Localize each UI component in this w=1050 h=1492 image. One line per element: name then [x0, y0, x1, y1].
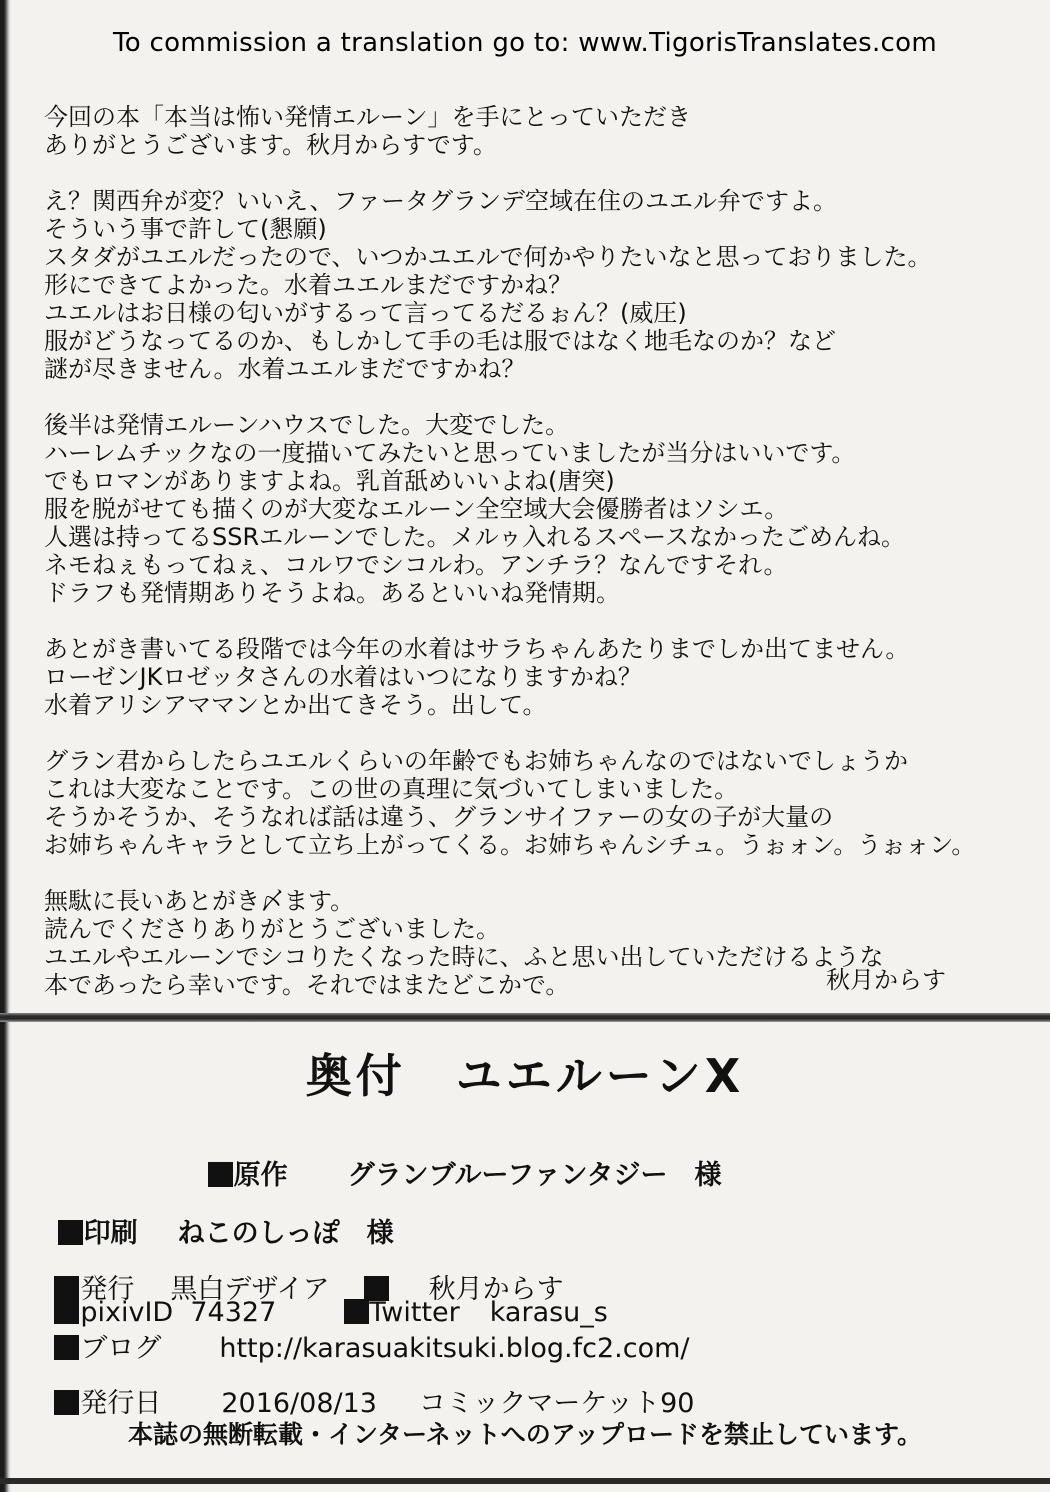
twitter-label: Twitter [369, 1297, 460, 1328]
afterword-line: ありがとうございます。秋月からすです。 [44, 131, 497, 159]
publisher-value: 黒白デザイア [170, 1274, 330, 1305]
bottom-rule [0, 1478, 1050, 1484]
afterword-paragraph [44, 635, 1044, 719]
bullet-square-icon [54, 1390, 79, 1415]
afterword-line: これは大変なことです。この世の真理に気づいてしまいました。 [44, 775, 739, 803]
afterword-line: ハーレムチックなの一度描いてみたいと思っていましたが当分はいいです。 [44, 439, 856, 467]
original-label: 原作 [233, 1160, 288, 1191]
afterword-line: そうかそうか、そうなれば話は違う、グランサイファーの女の子が大量の [44, 803, 834, 831]
author-name: 秋月からす [428, 1274, 564, 1305]
afterword-line: 後半は発情エルーンハウスでした。大変でした。 [44, 411, 570, 439]
afterword-paragraph [44, 187, 1044, 383]
afterword-line: え？関西弁が変？いいえ、ファータグランデ空域在住のユエル弁ですよ。 [44, 187, 837, 215]
afterword-line: 読んでくださりありがとうございました。 [44, 915, 500, 943]
afterword-line: グラン君からしたらユエルくらいの年齢でもお姉ちゃんなのではないでしょうか [44, 747, 908, 775]
original-value: グランブルーファンタジー 様 [347, 1160, 722, 1191]
blog-label: ブログ [80, 1333, 162, 1364]
afterword-line: そういう事で許して(懇願) [44, 215, 327, 243]
afterword-text [44, 103, 1044, 1027]
publish-date: 2016/08/13 [221, 1388, 377, 1419]
afterword-line: 無駄に長いあとがき〆ます。 [44, 887, 355, 915]
afterword-line: でもロマンがありますよね。乳首舐めいいよね(唐突) [44, 467, 615, 495]
commission-notice: To commission a translation go to: www.TigorisTranslates.com [113, 28, 937, 58]
event-name: コミックマーケット90 [418, 1388, 695, 1419]
afterword-line: 服を脱がせても描くのが大変なエルーン全空域大会優勝者はソシエ。 [44, 495, 789, 523]
afterword-line: 水着アリシアママンとか出てきそう。出して。 [44, 691, 547, 719]
afterword-line: 謎が尽きません。水着ユエルまだですかね？ [44, 355, 526, 383]
afterword-signature: 秋月からす [826, 966, 946, 994]
printing-value: ねこのしっぽ 様 [177, 1218, 394, 1249]
page-edge-rule [0, 0, 11, 1492]
afterword-line: 人選は持ってるSSRエルーンでした。メルゥ入れるスペースなかったごめんね。 [44, 523, 905, 551]
afterword-paragraph [44, 411, 1044, 607]
colophon-title: 奥付 ユエルーンX [305, 1049, 745, 1103]
afterword-line: ユエルやエルーンでシコりたくなった時に、ふと思い出していただけるような [44, 943, 884, 971]
afterword-line: ネモねぇもってねぇ、コルワでシコルわ。アンチラ？なんですそれ。 [44, 551, 788, 579]
afterword-line: お姉ちゃんキャラとして立ち上がってくる。お姉ちゃんシチュ。うぉォン。うぉォン。 [44, 831, 976, 859]
blog-url: http://karasuakitsuki.blog.fc2.com/ [219, 1333, 690, 1364]
afterword-line: ローゼンJKロゼッタさんの水着はいつになりますかね？ [44, 663, 642, 691]
afterword-line: スタダがユエルだったので、いつかユエルで何かやりたいなと思っておりました。 [44, 243, 932, 271]
afterword-line: 服がどうなってるのか、もしかして手の毛は服ではなく地毛なのか？など [44, 327, 836, 355]
printing-label: 印刷 [83, 1218, 138, 1249]
copyright-notice: 本誌の無断転載・インターネットへのアップロードを禁止しています。 [127, 1420, 922, 1449]
pixiv-id: pixivID 74327 [80, 1297, 277, 1328]
afterword-line: 本であったら幸いです。それではまたどこかで。 [44, 971, 570, 999]
date-label: 発行日 [80, 1388, 162, 1419]
afterword-line: ユエルはお日様の匂いがするって言ってるだるぉん？(威圧) [44, 299, 687, 327]
afterword-line: ドラフも発情期ありそうよね。あるといいね発情期。 [44, 579, 620, 607]
afterword-line: 今回の本「本当は怖い発情エルーン」を手にとっていただき [44, 103, 692, 131]
publisher-label: 発行 [80, 1274, 135, 1305]
afterword-line: 形にできてよかった。水着ユエルまだですかね？ [44, 271, 572, 299]
afterword-line: あとがき書いてる段階では今年の水着はサラちゃんあたりまでしか出てません。 [44, 635, 910, 663]
section-divider [0, 1013, 1050, 1022]
twitter-handle: karasu_s [489, 1297, 608, 1328]
afterword-paragraph [44, 103, 1044, 159]
afterword-paragraph [44, 747, 1044, 859]
